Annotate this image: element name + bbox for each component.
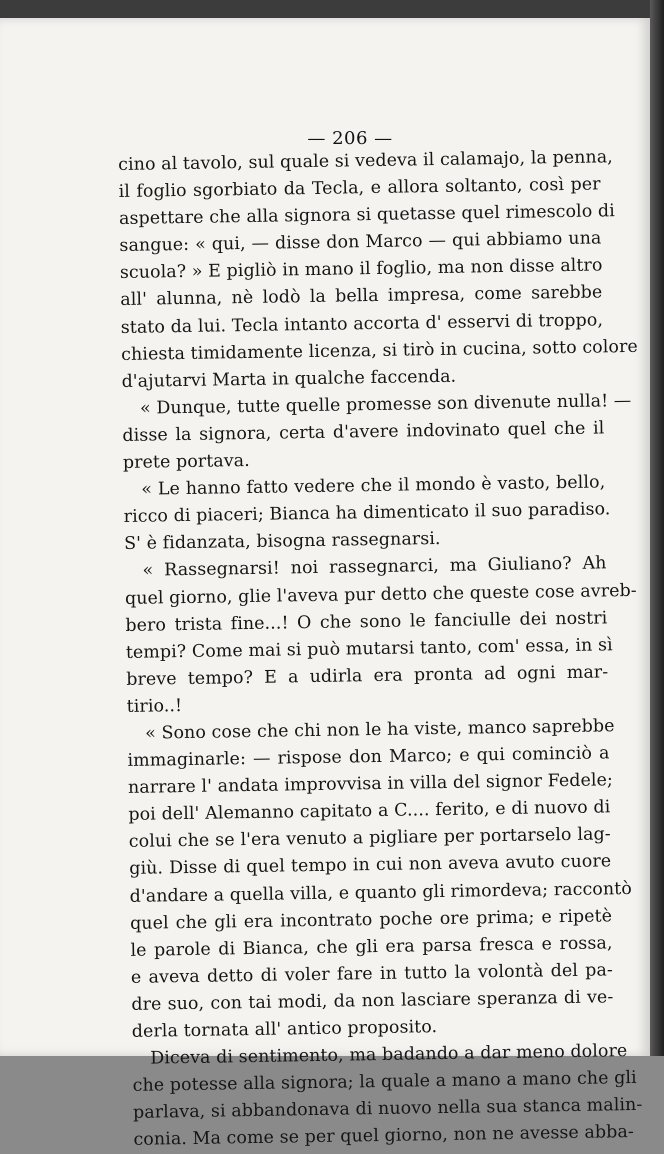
text-line: che potesse alla signora; la quale a mano a mano che gli [132,1068,637,1097]
text-line: d'andare a quella villa, e quanto gli rimordeva; raccontò [129,878,633,907]
text-line: le parole di Bianca, che gli era parsa fresca e rossa, [130,933,613,961]
text-line: « Sono cose che chi non le ha viste, manco saprebbe [144,716,615,744]
text-line: aspettare che alla signora si quetasse quel rimescolo di [118,201,616,230]
text-line: ricco di piaceri; Bianca ha dimenticato il suo paradiso. [123,499,611,528]
text-line: scuola? » E pigliò in mano il foglio, ma non disse altro [119,255,603,284]
text-line: poi dell' Alemanno capitato a C.... ferito, e di nuovo di [128,797,611,826]
text-line: quel giorno, glie l'aveva pur detto che queste cose avreb- [124,580,637,609]
text-line: stato da lui. Tecla intanto accorta d' esservi di troppo, [120,309,604,338]
text-line: immaginarle: — rispose don Marco; e qui cominciò a [127,743,610,771]
text-line: tempi? Come mai si può mutarsi tanto, com' essa, in sì [125,634,613,663]
text-line: tirio..! [126,695,183,717]
text-line: il foglio sgorbiato da Tecla, e allora soltanto, così per [118,174,601,203]
text-line: d'ajutarvi Marta in qualche faccenda. [121,366,457,392]
page-number: — 206 — [307,128,393,149]
text-line: « Le hanno fatto vedere che il mondo è vasto, bello, [141,472,606,500]
text-line: cino al tavolo, sul quale si vedeva il calamajo, la penna, [118,147,614,175]
text-line: derla tornata all' antico proposito. [131,1017,438,1042]
text-line: prete portava. [122,451,250,473]
text-line: e aveva detto di voler fare in tutto la volontà del pa- [130,960,614,988]
text-line: dre suo, con tai modi, da non lasciare speranza di ve- [131,987,614,1015]
text-line: quel che gli era incontrato poche ore prima; e ripetè [129,905,613,934]
text-line: all' alunna, nè lodò la bella impresa, come sarebbe [120,282,603,311]
text-line: chiesta timidamente licenza, si tirò in cucina, sotto colore [121,336,638,365]
text-line: Diceva di sentimento, ma badando a dar meno dolore [150,1041,628,1069]
text-line: parlava, si abbandonava di nuovo nella sua stanca malin- [132,1095,643,1124]
text-line: bero trista fine...! O che sono le fanciulle dei nostri [125,607,608,636]
text-line: « Dunque, tutte quelle promesse son divenute nulla! — [139,390,632,419]
text-line: breve tempo? E a udirla era pronta ad ogni mar- [126,662,609,690]
body-text [118,144,643,1154]
text-line: disse la signora, certa d'avere indovinato quel che il [122,418,605,446]
book-spine [650,0,664,1056]
text-line: S' è fidanzata, bisogna rassegnarsi. [124,529,441,555]
text-line: colui che se l'era venuto a pigliare per portarselo lag- [128,824,611,853]
text-line: « Rassegnarsi! noi rassegnarci, ma Giuliano? Ah [142,553,607,582]
text-line: sangue: « qui, — disse don Marco — qui abbiamo una [119,228,602,257]
text-line: narrare l' andata improvvisa in villa del signor Fedele; [127,770,614,799]
text-line: giù. Disse di quel tempo in cui non aveva avuto cuore [129,851,612,880]
text-line: conia. Ma come se per quel giorno, non ne avesse abba- [133,1122,635,1151]
